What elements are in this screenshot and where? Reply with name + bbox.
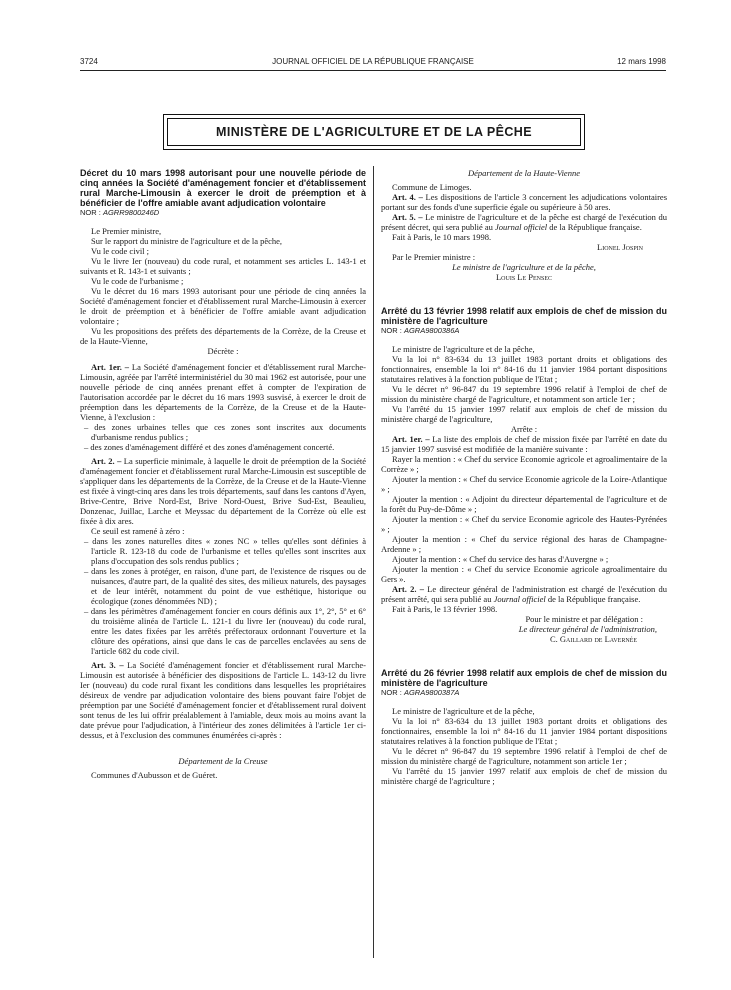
column-divider (373, 166, 374, 958)
arrete-article-1: Art. 1er. – La liste des emplois de chef de mission fixée par l'arrêté en date du 15 janvier 1997 susvisé est modifiée de la manière suivante : (381, 434, 667, 454)
arrete-para: Vu l'arrêté du 15 janvier 1997 relatif aux emplois de chef de mission du ministère chargé de l'agriculture ; (381, 766, 667, 786)
list-item: – des zones d'aménagement différé et des zones d'aménagement concerté. (84, 442, 335, 452)
list-item: Ajouter la mention : « Chef du service des haras d'Auvergne » ; (392, 554, 609, 564)
ministry-banner (163, 114, 585, 150)
arrete-heading: Arrête : (510, 424, 538, 434)
department-heading: Département de la Creuse (178, 756, 268, 766)
decree-para: Ce seuil est ramené à zéro : (91, 526, 185, 536)
list-item: Ajouter la mention : « Chef du service Economie agricole des Hautes-Pyrénées » ; (381, 514, 667, 534)
list-item: – des zones urbaines telles que ces zones sont inscrites aux documents d'urbanisme rendus publics ; (84, 422, 366, 442)
delegation: Pour le ministre et par délégation : (525, 614, 643, 624)
decrete-heading: Décrète : (207, 346, 239, 356)
right-column (381, 168, 667, 786)
signature-date: Fait à Paris, le 10 mars 1998. (392, 232, 492, 242)
signature-date: Fait à Paris, le 13 février 1998. (392, 604, 498, 614)
arrete-para: Vu la loi n° 83-634 du 13 juillet 1983 portant droits et obligations des fonctionnaires, ensemble la loi n° 84-16 du 11 janvier 1984 portant dispositions statutaires relatives à la fonction publique de l'Etat ; (381, 354, 667, 384)
decree-para: Vu les propositions des préfets des départements de la Corrèze, de la Creuse et de la Haute-Vienne, (80, 326, 366, 346)
list-item: Rayer la mention : « Chef du service Economie agricole et agroalimentaire de la Corrèze » ; (381, 454, 667, 474)
article-5: Art. 5. – Le ministre de l'agriculture et de la pêche est chargé de l'exécution du présent décret, qui sera publié au Journal officiel de la République française. (381, 212, 667, 232)
dg-name: C. Gaillard de Lavernée (549, 634, 637, 644)
decree-para: Vu le livre Ier (nouveau) du code rural, et notamment ses articles L. 143-1 et suivants et R. 143-1 et suivants ; (80, 256, 366, 276)
list-item: – dans les zones naturelles dites « zones NC » telles qu'elles sont définies à l'article R. 123-18 du code de l'urbanisme et telles qu'elles sont inscrites aux plans d'occupation des sols rendus publics ; (84, 536, 366, 566)
decree-para: Le Premier ministre, (91, 226, 162, 236)
decree-para: Vu le code civil ; (91, 246, 150, 256)
issue-date: 12 mars 1998 (617, 57, 666, 66)
list-item: – dans les périmètres d'aménagement foncier en cours définis aux 1°, 2°, 5° et 6° du troisième alinéa de l'article L. 121-1 du livre Ier (nouveau) du code rural, entre les dates fixées par les arrêtés préfectoraux ordonnant l'ouverture et la clôture des opérations, ainsi que dans le cas de parcelles enclavées au sens de l'article 682 du code civil. (84, 606, 366, 656)
decree-para: Vu le code de l'urbanisme ; (91, 276, 184, 286)
minister-name: Louis Le Pensec (495, 272, 553, 282)
arrete-title: Arrêté du 26 février 1998 relatif aux emplois de chef de mission du ministère de l'agriculture (381, 668, 667, 688)
arrete-title: Arrêté du 13 février 1998 relatif aux emplois de chef de mission du ministère de l'agriculture (381, 306, 667, 326)
arrete-para: Le ministre de l'agriculture et de la pêche, (392, 706, 535, 716)
arrete-para: Vu la loi n° 83-634 du 13 juillet 1983 portant droits et obligations des fonctionnaires, ensemble la loi n° 84-16 du 11 janvier 1984 portant dispositions statutaires relatives à la fonction publique de l'Etat ; (381, 716, 667, 746)
page-header (80, 57, 666, 69)
arrete-nor: NOR : AGRA9800386A (381, 326, 460, 335)
journal-title: JOURNAL OFFICIEL DE LA RÉPUBLIQUE FRANÇAISE (272, 57, 474, 66)
dg-role: Le directeur général de l'administration, (518, 624, 657, 634)
article-3: Art. 3. – La Société d'aménagement foncier et d'établissement rural Marche-Limousin est autorisée à bénéficier des dispositions de l'article L. 143-12 du livre Ier (nouveau) du code rural fixant les conditions dans lesquelles les propriétaires désireux de vendre par adjudication volontaire des biens pouvant faire l'objet de préemption par une Société d'aménagement foncier et d'établissement rural doivent sont tenus de les lui offrir préalablement à l'amiable, deux mois au moins avant la date prévue pour l'adjudication, à l'intérieur des zones délimitées à l'article 1er ci-dessus, et à l'exclusion des communes énumérées ci-après : (80, 660, 367, 740)
left-column (80, 168, 366, 780)
list-item: Ajouter la mention : « Chef du service Economie agricole de la Loire-Atlantique » ; (381, 474, 667, 494)
decree-title: Décret du 10 mars 1998 autorisant pour une nouvelle période de cinq années la Société d'aménagement foncier et d'établissement rural Marche-Limousin à exercer le droit de préemption et à bénéficier de l'offre amiable avant adjudication volontaire (80, 168, 366, 208)
article-4: Art. 4. – Les dispositions de l'article 3 concernent les adjudications volontaires portant sur des fonds d'une superficie égale ou supérieure à 50 ares. (381, 192, 667, 212)
decree-nor: NOR : AGRR9800246D (80, 208, 160, 217)
arrete-para: Vu le décret n° 96-847 du 19 septembre 1996 relatif à l'emploi de chef de mission du ministère chargé de l'agriculture, et notamment son article 1er ; (381, 384, 667, 404)
arrete-para: Vu l'arrêté du 15 janvier 1997 relatif aux emplois de chef de mission du ministère chargé de l'agriculture, (381, 404, 667, 424)
communes: Communes d'Aubusson et de Guéret. (91, 770, 218, 780)
header-rule (80, 70, 666, 71)
list-item: – dans les zones à protéger, en raison, d'une part, de l'existence de risques ou de nuisances, d'autre part, de la qualité des sites, des milieux naturels, des paysages et de leur intérêt, notamment du point de vue esthétique, historique ou écologique (zones dénommées ND) ; (84, 566, 366, 606)
page-number: 3724 (80, 57, 98, 66)
arrete-para: Le ministre de l'agriculture et de la pêche, (392, 344, 535, 354)
list-item: Ajouter la mention : « Chef du service régional des haras de Champagne-Ardenne » ; (381, 534, 667, 554)
arrete-para: Vu le décret n° 96-847 du 19 septembre 1996 relatif à l'emploi de chef de mission du ministère chargé de l'agriculture, notamment son article 1er ; (381, 746, 667, 766)
signature-intro: Par le Premier ministre : (392, 252, 476, 262)
arrete-nor: NOR : AGRA9800387A (381, 688, 460, 697)
decree-para: Vu le décret du 16 mars 1993 autorisant pour une période de cinq années la Société d'aménagement foncier et d'établissement rural Marche-Limousin à exercer le droit de préemption et à bénéficier de l'offre amiable avant adjudication volontaire ; (80, 286, 366, 326)
minister-role: Le ministre de l'agriculture et de la pêche, (452, 262, 596, 272)
ministry-title: MINISTÈRE DE L'AGRICULTURE ET DE LA PÊCHE (167, 118, 581, 146)
communes: Commune de Limoges. (392, 182, 472, 192)
department-heading: Département de la Haute-Vienne (468, 168, 580, 178)
signature-name: Lionel Jospin (597, 242, 643, 252)
article-2: Art. 2. – La superficie minimale, à laquelle le droit de préemption de la Société d'aménagement foncier et d'établissement rural Marche-Limousin est susceptible de s'appliquer dans les départements de la Corrèze, de la Creuse et de la Haute-Vienne est fixée à vingt-cinq ares dans les trois départements, sauf dans les cantons d'Ayen, Brive-Centre, Brive Nord-Est, Brive Nord-Ouest, Brive Sud-Est, Beaulieu, Donzenac, Juillac, Larche et Meyssac du département de la Corrèze où elle est fixée à dix ares. (80, 456, 366, 526)
list-item: Ajouter la mention : « Adjoint du directeur départemental de l'agriculture et de la forêt du Puy-de-Dôme » ; (381, 494, 667, 514)
arrete-article-2: Art. 2. – Le directeur général de l'administration est chargé de l'exécution du présent arrêté, qui sera publié au Journal officiel de la République française. (381, 584, 668, 604)
article-1: Art. 1er. – La Société d'aménagement foncier et d'établissement rural Marche-Limousin, agréée par l'arrêté interministériel du 30 mai 1962 est autorisée, pour une nouvelle période de cinq années prenant effet à compter de l'expiration de l'autorisation accordée par le décret du 16 mars 1993 susvisé, à exercer le droit de préemption dans les départements de la Corrèze, de la Creuse et de la Haute-Vienne, à l'exclusion : (80, 362, 367, 422)
decree-para: Sur le rapport du ministre de l'agriculture et de la pêche, (91, 236, 283, 246)
list-item: Ajouter la mention : « Chef du service Economie agricole agroalimentaire du Gers ». (381, 564, 667, 584)
